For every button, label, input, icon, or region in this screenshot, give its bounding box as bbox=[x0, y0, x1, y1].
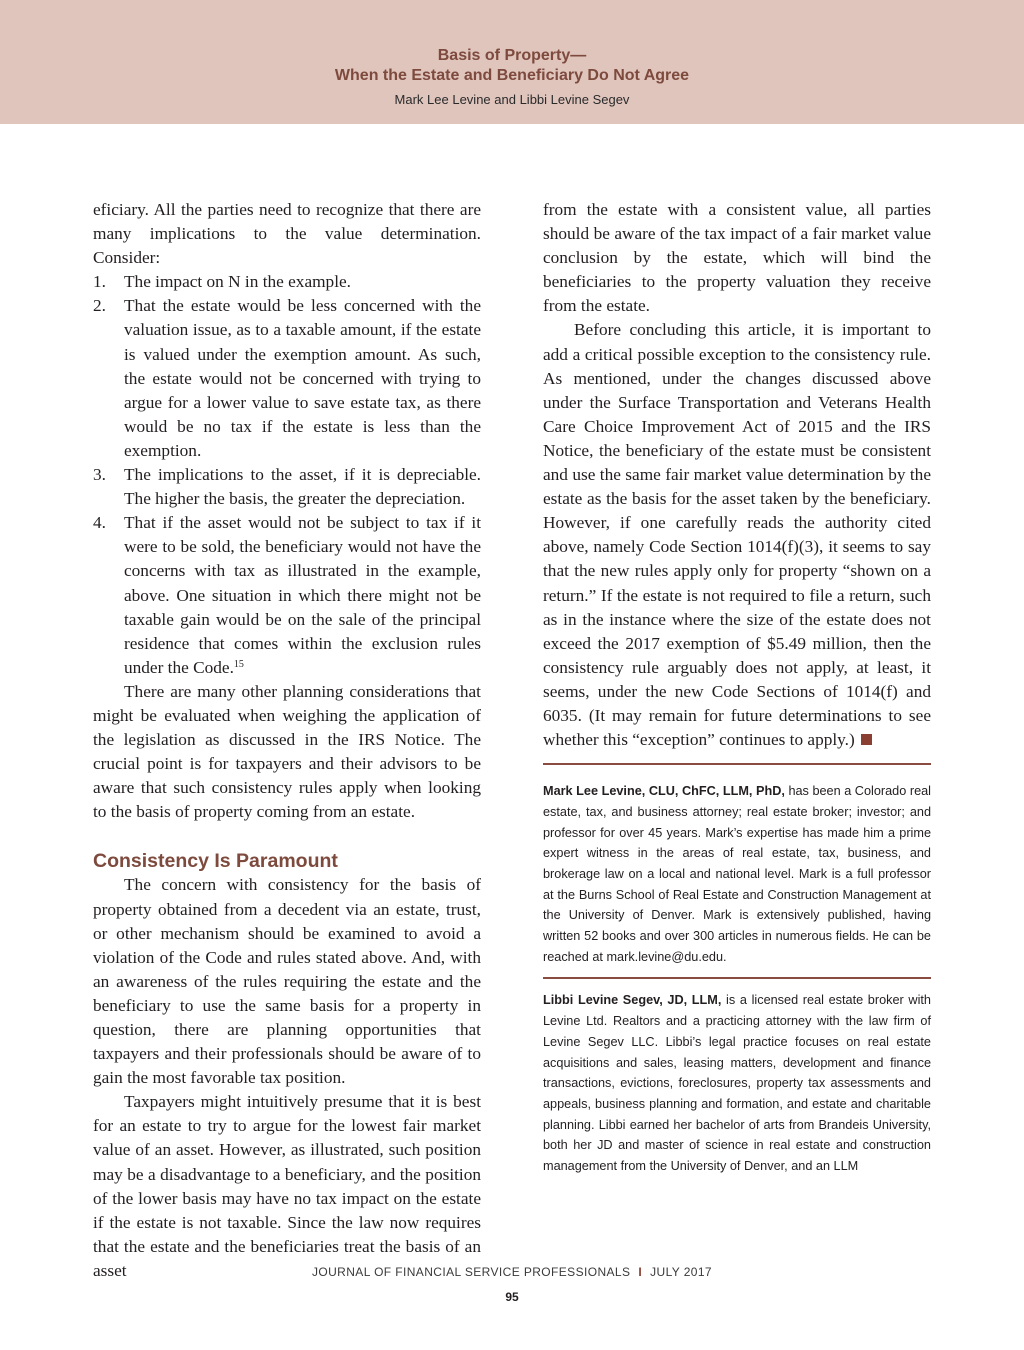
bio-text: has been a Colorado real estate, tax, and business attorney; real estate broker; investor; and professor for over 45 years. Mark’s expertise has made him a prime expert witness in the areas of real estate, tax, business, and brokerage law on a local and national level. Mark is a full professor at the Burns School of Real Estate and Construction Management at the University of Denver. Mark is extensively published, having written 52 books and over 300 articles in numerous fields. He can be reached at mark.levine@du.edu. bbox=[543, 784, 931, 964]
right-column bbox=[543, 198, 931, 1177]
list-item bbox=[93, 511, 481, 680]
page-footer bbox=[0, 1265, 1024, 1279]
paragraph: eficiary. All the parties need to recognize that there are many implications to the value determination. Consider: bbox=[93, 200, 481, 268]
article-header bbox=[0, 0, 1024, 124]
divider bbox=[543, 763, 931, 765]
list-item-text: The impact on N in the example. bbox=[124, 272, 351, 292]
article-title-line2: When the Estate and Beneficiary Do Not Agree bbox=[334, 67, 690, 84]
paragraph: Taxpayers might intuitively presume that it is best for an estate to try to argue for the lowest fair market value of an asset. However, as illustrated, such position may be a disadvantage to a beneficiary, and the position of the lower basis may have no tax impact on the estate if the estate is not taxable. Since the law now requires that the estate and the beneficiaries treat the basis of an asset bbox=[93, 1092, 481, 1280]
list-item bbox=[93, 270, 481, 294]
list-number: 1. bbox=[93, 272, 106, 292]
list-number: 3. bbox=[93, 465, 106, 485]
article-title-line1: Basis of Property— bbox=[437, 47, 587, 64]
list-item-text: That if the asset would not be subject to tax if it were to be sold, the beneficiary would not have the concerns with tax as illustrated in the example, above. One situation in which there might not be taxable gain would be on the sale of the principal residence that comes within the exclusion rules under the Code. bbox=[124, 513, 481, 677]
list-number: 2. bbox=[93, 296, 106, 316]
bio-text: is a licensed real estate broker with Levine Ltd. Realtors and a practicing attorney with the law firm of Levine Segev LLC. Libbi’s legal practice focuses on real estate acquisitions and sales, leasing matters, development and finance transactions, evictions, foreclosures, property tax assessments and appeals, business planning and formation, and estate and charitable planning. Libbi earned her bachelor of arts from Brandeis University, both her JD and master of science in real estate and construction management from the University of Denver, and an LLM bbox=[543, 993, 931, 1174]
left-column bbox=[93, 198, 481, 1283]
list-item-text: That the estate would be less concerned with the valuation issue, as to a taxable amount, if the estate is valued under the exemption amount. As such, the estate would not be concerned with trying to argue for a lower value to save estate tax, as there would be no tax if the estate is less than the exemption. bbox=[124, 296, 481, 460]
list-number: 4. bbox=[93, 513, 106, 533]
list-item bbox=[93, 463, 481, 511]
issue-date: JULY 2017 bbox=[650, 1265, 713, 1279]
paragraph-text: Before concluding this article, it is important to add a critical possible exception to the consistency rule. As mentioned, under the changes discussed above under the Surface Transportation and Veterans Health Care Choice Improvement Act of 2015 and the IRS Notice, the beneficiary of the estate must be consistent and use the same fair market value determination by the estate as the basis for the asset taken by the beneficiary. However, if one carefully reads the authority cited above, namely Code Section 1014(f)(3), it seems to say that the new rules apply only for property “shown on a return.” If the estate is not required to file a return, such as in the instance where the size of the estate does not exceed the 2017 exemption of $5.49 million, then the consistency rule arguably does not apply, at least, it seems, under the new Code Sections of 1014(f) and 6035. (It may remain for future determinations to see whether this “exception” continues to apply.) bbox=[543, 320, 931, 750]
considerations-list bbox=[93, 270, 481, 680]
paragraph: The concern with consistency for the basis of property obtained from a decedent via an estate, trust, or other mechanism should be examined to avoid a violation of the Code and rules stated above. And, with an awareness of the rules requiring the estate and the beneficiary to use the same basis for a property in question, there are planning opportunities that taxpayers and their professionals should be aware of to gain the most favorable tax position. bbox=[93, 875, 481, 1088]
list-item bbox=[93, 294, 481, 463]
article-authors: Mark Lee Levine and Libbi Levine Segev bbox=[394, 92, 630, 107]
footnote-ref: 15 bbox=[233, 658, 244, 670]
footer-separator: I bbox=[638, 1265, 643, 1279]
bio-name: Libbi Levine Segev, JD, LLM, bbox=[543, 993, 722, 1008]
paragraph: There are many other planning considerations that might be evaluated when weighing the application of the legislation as discussed in the IRS Notice. The crucial point is for taxpayers and their advisors to be aware that such consistency rules apply when looking to the basis of property coming from an estate. bbox=[93, 681, 481, 822]
divider bbox=[543, 977, 931, 979]
author-bio-mark-levine bbox=[543, 781, 931, 967]
bio-name: Mark Lee Levine, CLU, ChFC, LLM, PhD, bbox=[543, 784, 785, 799]
list-item-text: The implications to the asset, if it is depreciable. The higher the basis, the greater the depreciation. bbox=[124, 465, 481, 509]
paragraph bbox=[543, 318, 931, 752]
end-of-article-mark-icon bbox=[861, 734, 872, 745]
page-number: 95 bbox=[505, 1290, 519, 1304]
journal-name: JOURNAL OF FINANCIAL SERVICE PROFESSIONALS bbox=[311, 1265, 631, 1279]
section-heading: Consistency Is Paramount bbox=[93, 850, 338, 873]
paragraph: from the estate with a consistent value, all parties should be aware of the tax impact of a fair market value conclusion by the estate, which will bind the beneficiaries to the property valuation they receive from the estate. bbox=[543, 200, 931, 316]
author-bio-libbi-segev bbox=[543, 990, 931, 1176]
